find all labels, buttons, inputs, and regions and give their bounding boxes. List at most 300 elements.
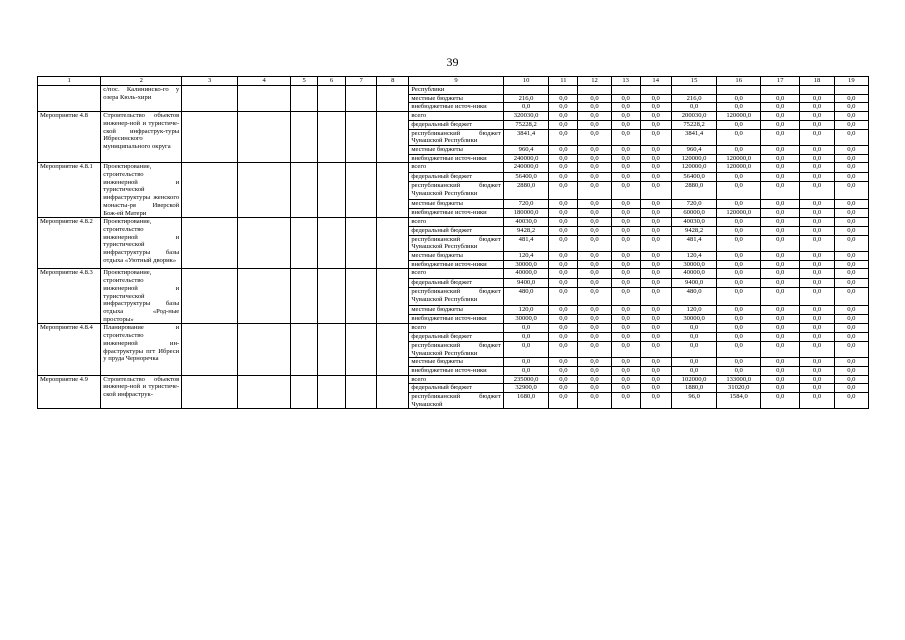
amount-cell: 0,0 <box>800 112 834 121</box>
column-header: 14 <box>640 77 671 86</box>
amount-cell: 0,0 <box>760 154 799 163</box>
amount-cell: 0,0 <box>760 288 799 306</box>
empty-cell <box>318 375 346 409</box>
amount-cell: 0,0 <box>760 226 799 235</box>
amount-cell: 0,0 <box>549 324 578 333</box>
amount-cell: 120,0 <box>503 305 549 314</box>
amount-cell: 0,0 <box>800 393 834 409</box>
funding-source-cell: местные бюджеты <box>409 252 503 261</box>
amount-cell: 32900,0 <box>503 384 549 393</box>
amount-cell: 120000,0 <box>717 208 761 217</box>
measure-cell: Мероприятие 4.9 <box>38 375 101 409</box>
funding-source-cell: республиканский бюджет Чувашской Республики <box>409 341 503 357</box>
empty-cell <box>182 163 238 218</box>
amount-cell <box>834 86 868 95</box>
empty-cell <box>238 269 291 324</box>
amount-cell: 0,0 <box>611 305 640 314</box>
funding-source-cell: всего <box>409 218 503 227</box>
amount-cell: 0,0 <box>578 163 611 172</box>
amount-cell: 0,0 <box>834 226 868 235</box>
amount-cell: 0,0 <box>800 375 834 384</box>
amount-cell: 0,0 <box>640 315 671 324</box>
amount-cell: 720,0 <box>671 199 717 208</box>
amount-cell: 0,0 <box>578 154 611 163</box>
amount-cell: 0,0 <box>834 358 868 367</box>
amount-cell: 30000,0 <box>503 315 549 324</box>
amount-cell: 0,0 <box>549 94 578 103</box>
amount-cell: 0,0 <box>834 252 868 261</box>
amount-cell: 0,0 <box>578 315 611 324</box>
amount-cell: 120000,0 <box>717 112 761 121</box>
amount-cell: 40000,0 <box>671 269 717 278</box>
amount-cell: 0,0 <box>717 324 761 333</box>
amount-cell: 0,0 <box>717 333 761 342</box>
amount-cell: 75228,2 <box>671 120 717 129</box>
amount-cell: 0,0 <box>549 358 578 367</box>
funding-source-cell: внебюджетные источ-ники <box>409 103 503 112</box>
amount-cell: 0,0 <box>640 384 671 393</box>
measure-name-cell: Проектирование, строительство инженерной и туристической инфраструктуры женского монасты-ря Иверской Бож-ей Матери <box>101 163 182 218</box>
amount-cell: 9428,2 <box>503 226 549 235</box>
funding-source-cell: всего <box>409 324 503 333</box>
amount-cell: 0,0 <box>717 305 761 314</box>
empty-cell <box>238 375 291 409</box>
amount-cell: 0,0 <box>549 393 578 409</box>
amount-cell: 0,0 <box>549 154 578 163</box>
amount-cell: 31020,0 <box>717 384 761 393</box>
empty-cell <box>346 86 377 112</box>
amount-cell: 0,0 <box>834 94 868 103</box>
amount-cell: 0,0 <box>760 94 799 103</box>
column-header: 13 <box>611 77 640 86</box>
amount-cell: 0,0 <box>503 103 549 112</box>
amount-cell: 0,0 <box>640 154 671 163</box>
amount-cell: 0,0 <box>549 208 578 217</box>
amount-cell: 0,0 <box>671 324 717 333</box>
funding-source-cell: федеральный бюджет <box>409 172 503 181</box>
amount-cell: 0,0 <box>717 218 761 227</box>
amount-cell: 0,0 <box>760 375 799 384</box>
amount-cell: 0,0 <box>640 145 671 154</box>
amount-cell: 0,0 <box>549 288 578 306</box>
amount-cell: 0,0 <box>760 278 799 287</box>
empty-cell <box>318 269 346 324</box>
empty-cell <box>318 218 346 269</box>
amount-cell: 0,0 <box>611 315 640 324</box>
amount-cell: 0,0 <box>578 260 611 269</box>
amount-cell: 0,0 <box>834 305 868 314</box>
funding-source-cell: местные бюджеты <box>409 145 503 154</box>
amount-cell: 0,0 <box>549 278 578 287</box>
amount-cell: 0,0 <box>834 154 868 163</box>
amount-cell: 0,0 <box>549 103 578 112</box>
amount-cell: 0,0 <box>549 120 578 129</box>
amount-cell: 0,0 <box>834 218 868 227</box>
measure-cell <box>38 86 101 112</box>
amount-cell: 0,0 <box>549 305 578 314</box>
amount-cell: 0,0 <box>611 324 640 333</box>
amount-cell: 0,0 <box>760 315 799 324</box>
amount-cell: 0,0 <box>640 218 671 227</box>
amount-cell: 0,0 <box>834 103 868 112</box>
amount-cell: 0,0 <box>760 324 799 333</box>
column-header: 4 <box>238 77 291 86</box>
table-row <box>38 269 869 278</box>
empty-cell <box>182 86 238 112</box>
measure-name-cell: с/пос. Калининско-го у озера Кюль-хири <box>101 86 182 112</box>
amount-cell: 0,0 <box>834 112 868 121</box>
amount-cell: 0,0 <box>640 393 671 409</box>
amount-cell: 0,0 <box>578 333 611 342</box>
empty-cell <box>318 324 346 375</box>
amount-cell <box>549 86 578 95</box>
amount-cell: 0,0 <box>760 145 799 154</box>
table-header-row <box>38 77 869 86</box>
empty-cell <box>182 269 238 324</box>
amount-cell: 0,0 <box>578 172 611 181</box>
measure-cell: Мероприятие 4.8.1 <box>38 163 101 218</box>
amount-cell: 0,0 <box>760 260 799 269</box>
empty-cell <box>182 324 238 375</box>
funding-source-cell: местные бюджеты <box>409 199 503 208</box>
empty-cell <box>238 86 291 112</box>
amount-cell: 0,0 <box>671 333 717 342</box>
amount-cell: 0,0 <box>800 358 834 367</box>
amount-cell: 120,4 <box>503 252 549 261</box>
amount-cell: 0,0 <box>578 199 611 208</box>
amount-cell: 2880,0 <box>671 181 717 199</box>
amount-cell: 0,0 <box>800 366 834 375</box>
amount-cell: 0,0 <box>578 288 611 306</box>
amount-cell: 0,0 <box>760 333 799 342</box>
empty-cell <box>291 269 318 324</box>
amount-cell: 0,0 <box>800 145 834 154</box>
amount-cell: 0,0 <box>549 252 578 261</box>
empty-cell <box>318 163 346 218</box>
table-row <box>38 324 869 333</box>
amount-cell: 0,0 <box>834 145 868 154</box>
amount-cell: 0,0 <box>640 120 671 129</box>
column-header: 17 <box>760 77 799 86</box>
amount-cell: 0,0 <box>503 366 549 375</box>
amount-cell: 0,0 <box>611 366 640 375</box>
amount-cell: 0,0 <box>800 341 834 357</box>
amount-cell: 320030,0 <box>503 112 549 121</box>
funding-source-cell: республиканский бюджет Чувашской Республики <box>409 235 503 251</box>
amount-cell: 0,0 <box>578 252 611 261</box>
amount-cell <box>578 86 611 95</box>
amount-cell: 0,0 <box>640 288 671 306</box>
amount-cell: 0,0 <box>578 375 611 384</box>
amount-cell: 0,0 <box>640 112 671 121</box>
amount-cell: 0,0 <box>717 199 761 208</box>
amount-cell: 0,0 <box>834 199 868 208</box>
amount-cell: 0,0 <box>760 181 799 199</box>
amount-cell: 0,0 <box>549 163 578 172</box>
amount-cell: 0,0 <box>611 375 640 384</box>
amount-cell <box>800 86 834 95</box>
amount-cell: 133000,0 <box>717 375 761 384</box>
amount-cell: 0,0 <box>800 94 834 103</box>
measure-cell: Мероприятие 4.8 <box>38 112 101 163</box>
amount-cell: 0,0 <box>760 129 799 145</box>
amount-cell: 0,0 <box>800 305 834 314</box>
funding-source-cell: федеральный бюджет <box>409 226 503 235</box>
amount-cell: 0,0 <box>760 341 799 357</box>
amount-cell: 0,0 <box>800 120 834 129</box>
funding-source-cell: республиканский бюджет Чувашской Республики <box>409 181 503 199</box>
amount-cell: 0,0 <box>578 324 611 333</box>
amount-cell: 0,0 <box>834 341 868 357</box>
amount-cell: 0,0 <box>611 269 640 278</box>
amount-cell: 30000,0 <box>671 315 717 324</box>
amount-cell: 0,0 <box>578 226 611 235</box>
amount-cell: 0,0 <box>549 315 578 324</box>
amount-cell: 235000,0 <box>503 375 549 384</box>
amount-cell: 0,0 <box>834 366 868 375</box>
amount-cell: 0,0 <box>611 235 640 251</box>
amount-cell: 0,0 <box>800 181 834 199</box>
amount-cell: 96,0 <box>671 393 717 409</box>
amount-cell: 0,0 <box>611 393 640 409</box>
amount-cell: 0,0 <box>578 208 611 217</box>
empty-cell <box>238 163 291 218</box>
amount-cell: 0,0 <box>834 260 868 269</box>
table-row <box>38 112 869 121</box>
amount-cell: 0,0 <box>834 208 868 217</box>
empty-cell <box>318 86 346 112</box>
amount-cell: 0,0 <box>800 129 834 145</box>
amount-cell: 0,0 <box>611 129 640 145</box>
amount-cell: 0,0 <box>800 288 834 306</box>
amount-cell: 0,0 <box>578 129 611 145</box>
table-row <box>38 218 869 227</box>
column-header: 6 <box>318 77 346 86</box>
amount-cell: 0,0 <box>800 154 834 163</box>
funding-source-cell: Республики <box>409 86 503 95</box>
funding-source-cell: всего <box>409 269 503 278</box>
amount-cell: 0,0 <box>834 324 868 333</box>
column-header: 3 <box>182 77 238 86</box>
amount-cell: 0,0 <box>760 235 799 251</box>
amount-cell: 0,0 <box>578 181 611 199</box>
amount-cell: 0,0 <box>800 172 834 181</box>
amount-cell: 0,0 <box>578 218 611 227</box>
amount-cell: 0,0 <box>611 181 640 199</box>
amount-cell: 75228,2 <box>503 120 549 129</box>
measure-cell: Мероприятие 4.8.2 <box>38 218 101 269</box>
amount-cell: 0,0 <box>611 208 640 217</box>
amount-cell: 0,0 <box>611 145 640 154</box>
amount-cell: 3841,4 <box>671 129 717 145</box>
amount-cell: 0,0 <box>611 163 640 172</box>
funding-source-cell: внебюджетные источ-ники <box>409 154 503 163</box>
amount-cell: 0,0 <box>549 269 578 278</box>
amount-cell: 0,0 <box>760 163 799 172</box>
empty-cell <box>346 375 377 409</box>
funding-source-cell: всего <box>409 375 503 384</box>
amount-cell: 0,0 <box>760 305 799 314</box>
amount-cell: 9400,0 <box>671 278 717 287</box>
empty-cell <box>377 218 409 269</box>
amount-cell: 0,0 <box>717 181 761 199</box>
amount-cell: 0,0 <box>834 333 868 342</box>
amount-cell: 0,0 <box>717 288 761 306</box>
amount-cell: 0,0 <box>671 366 717 375</box>
amount-cell: 0,0 <box>640 278 671 287</box>
amount-cell: 0,0 <box>834 235 868 251</box>
amount-cell: 102000,0 <box>671 375 717 384</box>
funding-source-cell: федеральный бюджет <box>409 120 503 129</box>
amount-cell: 0,0 <box>834 120 868 129</box>
amount-cell: 120,4 <box>671 252 717 261</box>
amount-cell: 0,0 <box>717 341 761 357</box>
amount-cell: 0,0 <box>760 120 799 129</box>
amount-cell: 0,0 <box>549 129 578 145</box>
empty-cell <box>318 112 346 163</box>
amount-cell: 0,0 <box>503 333 549 342</box>
amount-cell: 0,0 <box>800 269 834 278</box>
amount-cell: 240000,0 <box>503 163 549 172</box>
amount-cell: 120,0 <box>671 305 717 314</box>
amount-cell: 0,0 <box>611 226 640 235</box>
empty-cell <box>291 218 318 269</box>
amount-cell: 0,0 <box>800 208 834 217</box>
amount-cell: 0,0 <box>760 112 799 121</box>
amount-cell: 0,0 <box>834 181 868 199</box>
table-row <box>38 86 869 95</box>
empty-cell <box>377 324 409 375</box>
column-header: 19 <box>834 77 868 86</box>
amount-cell: 0,0 <box>549 181 578 199</box>
amount-cell: 0,0 <box>578 103 611 112</box>
amount-cell: 0,0 <box>578 112 611 121</box>
amount-cell: 0,0 <box>549 235 578 251</box>
column-header: 11 <box>549 77 578 86</box>
amount-cell: 0,0 <box>611 260 640 269</box>
amount-cell: 480,0 <box>503 288 549 306</box>
amount-cell: 0,0 <box>760 252 799 261</box>
empty-cell <box>182 218 238 269</box>
amount-cell: 0,0 <box>640 181 671 199</box>
amount-cell: 960,4 <box>503 145 549 154</box>
amount-cell: 30000,0 <box>503 260 549 269</box>
amount-cell: 1584,0 <box>717 393 761 409</box>
empty-cell <box>291 324 318 375</box>
amount-cell: 0,0 <box>760 269 799 278</box>
amount-cell: 1680,0 <box>503 393 549 409</box>
amount-cell: 0,0 <box>611 199 640 208</box>
amount-cell: 56400,0 <box>503 172 549 181</box>
empty-cell <box>291 163 318 218</box>
amount-cell: 0,0 <box>800 235 834 251</box>
empty-cell <box>182 375 238 409</box>
amount-cell: 0,0 <box>549 260 578 269</box>
amount-cell: 0,0 <box>503 358 549 367</box>
amount-cell <box>671 86 717 95</box>
amount-cell: 0,0 <box>611 252 640 261</box>
column-header: 18 <box>800 77 834 86</box>
budget-table <box>37 76 869 409</box>
amount-cell: 0,0 <box>717 235 761 251</box>
amount-cell: 0,0 <box>834 288 868 306</box>
amount-cell: 0,0 <box>834 129 868 145</box>
funding-source-cell: внебюджетные источ-ники <box>409 315 503 324</box>
amount-cell: 0,0 <box>611 94 640 103</box>
amount-cell: 0,0 <box>640 260 671 269</box>
amount-cell: 2880,0 <box>503 181 549 199</box>
amount-cell: 0,0 <box>549 218 578 227</box>
amount-cell: 0,0 <box>834 393 868 409</box>
empty-cell <box>182 112 238 163</box>
amount-cell: 3841,4 <box>503 129 549 145</box>
amount-cell: 0,0 <box>549 341 578 357</box>
amount-cell: 0,0 <box>760 358 799 367</box>
amount-cell: 0,0 <box>717 129 761 145</box>
amount-cell: 9400,0 <box>503 278 549 287</box>
measure-name-cell: Проектирование, строительство инженерной и туристической инфраструктуры базы отдыха «Род-ные просторы» <box>101 269 182 324</box>
amount-cell: 0,0 <box>800 384 834 393</box>
amount-cell: 0,0 <box>503 324 549 333</box>
amount-cell: 720,0 <box>503 199 549 208</box>
column-header: 16 <box>717 77 761 86</box>
amount-cell: 0,0 <box>717 226 761 235</box>
column-header: 12 <box>578 77 611 86</box>
amount-cell: 0,0 <box>611 288 640 306</box>
amount-cell: 0,0 <box>503 341 549 357</box>
amount-cell: 0,0 <box>578 393 611 409</box>
amount-cell: 0,0 <box>800 333 834 342</box>
page-number: 39 <box>446 55 459 69</box>
amount-cell: 481,4 <box>671 235 717 251</box>
measure-cell: Мероприятие 4.8.4 <box>38 324 101 375</box>
empty-cell <box>291 375 318 409</box>
amount-cell: 480,0 <box>671 288 717 306</box>
amount-cell: 0,0 <box>611 358 640 367</box>
amount-cell: 60000,0 <box>671 208 717 217</box>
amount-cell: 0,0 <box>578 358 611 367</box>
amount-cell: 0,0 <box>549 384 578 393</box>
funding-source-cell: федеральный бюджет <box>409 278 503 287</box>
amount-cell: 0,0 <box>800 278 834 287</box>
amount-cell: 0,0 <box>800 199 834 208</box>
empty-cell <box>238 218 291 269</box>
amount-cell: 0,0 <box>549 112 578 121</box>
amount-cell: 0,0 <box>578 145 611 154</box>
table-row <box>38 375 869 384</box>
amount-cell: 120000,0 <box>717 163 761 172</box>
amount-cell: 0,0 <box>640 333 671 342</box>
column-header: 5 <box>291 77 318 86</box>
table-row <box>38 163 869 172</box>
amount-cell: 0,0 <box>549 366 578 375</box>
empty-cell <box>346 163 377 218</box>
amount-cell: 0,0 <box>640 199 671 208</box>
amount-cell: 0,0 <box>578 235 611 251</box>
empty-cell <box>291 112 318 163</box>
amount-cell: 0,0 <box>717 145 761 154</box>
amount-cell: 180000,0 <box>503 208 549 217</box>
amount-cell: 0,0 <box>640 172 671 181</box>
amount-cell <box>640 86 671 95</box>
empty-cell <box>377 269 409 324</box>
amount-cell: 0,0 <box>640 324 671 333</box>
amount-cell <box>760 86 799 95</box>
amount-cell: 0,0 <box>760 208 799 217</box>
amount-cell: 0,0 <box>760 199 799 208</box>
funding-source-cell: республиканский бюджет Чувашской Республики <box>409 288 503 306</box>
amount-cell: 216,0 <box>671 94 717 103</box>
